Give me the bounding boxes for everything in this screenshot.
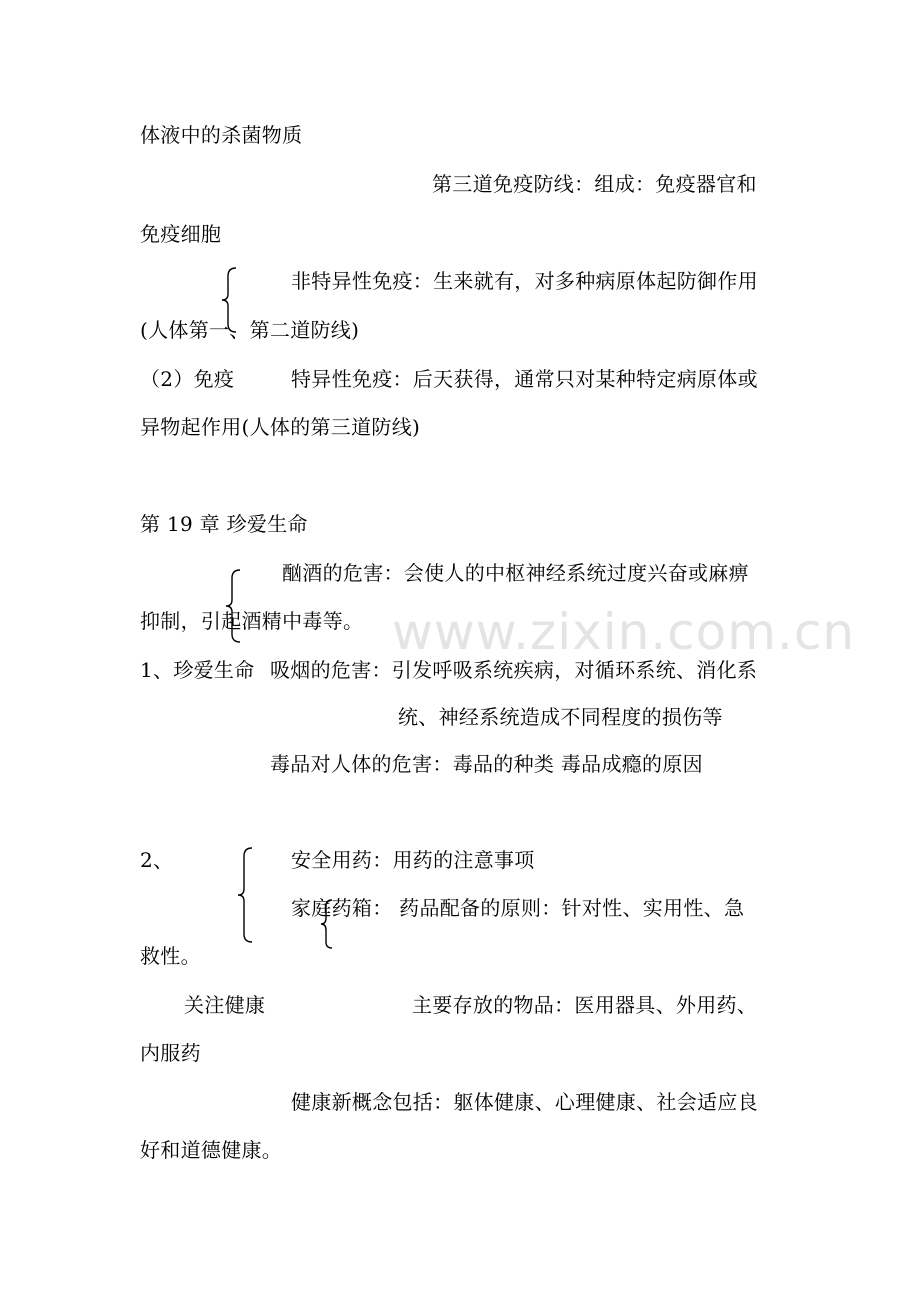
text-medicine-cabinet: 家庭药箱： 药品配备的原则：针对性、实用性、急 bbox=[291, 896, 745, 920]
text-third-defense: 第三道免疫防线：组成：免疫器官和 bbox=[432, 172, 757, 196]
label-two: 2、 bbox=[140, 848, 174, 872]
text-alcohol-harm: 酗酒的危害：会使人的中枢神经系统过度兴奋或麻痹 bbox=[282, 561, 749, 585]
text-third-defense-cont: 免疫细胞 bbox=[140, 222, 222, 246]
text-health-concept: 健康新概念包括：躯体健康、心理健康、社会适应良 bbox=[291, 1090, 758, 1114]
text-smoking-harm: 吸烟的危害：引发呼吸系统疾病，对循环系统、消化系 bbox=[270, 658, 758, 682]
text-alcohol-harm-cont: 抑制，引起酒精中毒等。 bbox=[140, 609, 364, 633]
label-immunity: （2）免疫 bbox=[140, 367, 235, 391]
watermark: www.zixin.com.cn bbox=[392, 603, 856, 661]
label-cherish-life: 1、珍爱生命 bbox=[140, 658, 255, 682]
text-stored-items: 主要存放的物品：医用器具、外用药、 bbox=[412, 993, 758, 1017]
text-medicine-cabinet-cont: 救性。 bbox=[140, 944, 201, 968]
text-drug-harm: 毒品对人体的危害：毒品的种类 毒品成瘾的原因 bbox=[270, 752, 703, 776]
chapter-title: 第 19 章 珍爱生命 bbox=[140, 512, 308, 536]
text-nonspecific-immunity: 非特异性免疫：生来就有，对多种病原体起防御作用 bbox=[291, 269, 758, 293]
text-specific-immunity: 特异性免疫：后天获得，通常只对某种特定病原体或 bbox=[291, 367, 758, 391]
text-safe-medicine: 安全用药：用药的注意事项 bbox=[291, 848, 535, 872]
text-fluid-bactericidal: 体液中的杀菌物质 bbox=[140, 123, 303, 147]
brace-focus-health bbox=[234, 846, 254, 944]
text-stored-items-cont: 内服药 bbox=[140, 1041, 201, 1065]
label-focus-health: 关注健康 bbox=[184, 993, 266, 1017]
text-nonspecific-cont: (人体第一、第二道防线) bbox=[140, 318, 360, 342]
text-specific-cont: 异物起作用(人体的第三道防线) bbox=[140, 415, 421, 439]
text-health-concept-cont: 好和道德健康。 bbox=[140, 1138, 283, 1162]
text-smoking-harm-cont: 统、神经系统造成不同程度的损伤等 bbox=[398, 705, 723, 729]
